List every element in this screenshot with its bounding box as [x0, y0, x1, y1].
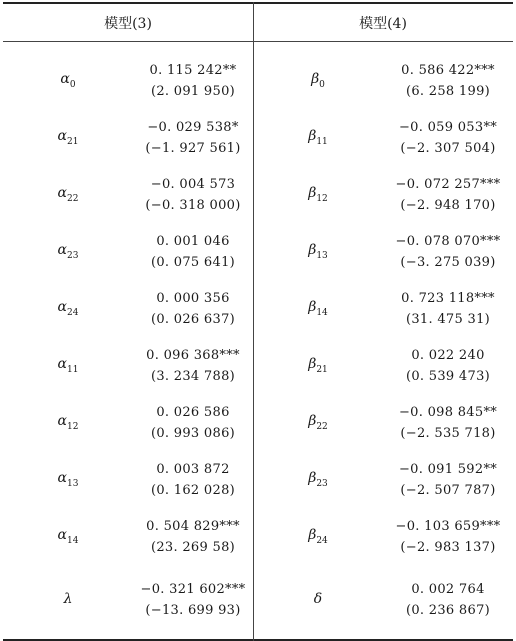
- table-row: [3, 223, 513, 280]
- t-statistic: (3. 234 788): [150, 368, 236, 384]
- t-statistic: (−3. 275 039): [400, 254, 496, 270]
- right-cell-group: [253, 516, 513, 558]
- right-cell-group: [253, 402, 513, 444]
- symbol-subscript: 14: [316, 307, 328, 318]
- t-statistic: (23. 269 58): [150, 539, 236, 555]
- t-statistic: (−13. 699 93): [145, 603, 241, 618]
- coefficient: 0. 096 368***: [146, 347, 240, 363]
- symbol-subscript: 22: [316, 421, 328, 432]
- parameter-symbol: [3, 71, 133, 90]
- symbol-letter: α: [57, 356, 67, 373]
- right-cell-group: [253, 231, 513, 273]
- estimate-cell: [383, 459, 513, 501]
- right-cell-group: [253, 345, 513, 387]
- parameter-symbol: [3, 128, 133, 147]
- parameter-symbol: [253, 356, 383, 375]
- table-row: [3, 337, 513, 394]
- symbol-subscript: 14: [67, 535, 79, 546]
- coefficient: −0. 103 659***: [395, 518, 501, 534]
- symbol-letter: α: [60, 71, 70, 88]
- parameter-symbol: [3, 527, 133, 546]
- symbol-letter: λ: [63, 590, 73, 607]
- coefficient: −0. 004 573: [150, 176, 236, 192]
- coefficient: −0. 091 592**: [398, 461, 498, 477]
- symbol-subscript: 21: [67, 136, 79, 147]
- coefficient: −0. 098 845**: [398, 404, 498, 420]
- header-model-3: 模型(3): [104, 15, 152, 32]
- t-statistic: (−2. 948 170): [400, 197, 496, 213]
- coefficient: −0. 029 538*: [147, 119, 239, 135]
- coefficient: −0. 321 602***: [140, 582, 246, 597]
- left-cell-group: [3, 288, 253, 330]
- parameter-symbol: [3, 299, 133, 318]
- estimate-cell: [133, 231, 253, 273]
- estimate-cell: [133, 402, 253, 444]
- coefficient: 0. 586 422***: [401, 62, 495, 78]
- t-statistic: (0. 236 867): [405, 603, 491, 618]
- symbol-subscript: 13: [67, 478, 79, 489]
- symbol-subscript: 11: [316, 136, 328, 147]
- parameter-symbol: [3, 413, 133, 432]
- left-cell-group: [3, 459, 253, 501]
- estimate-cell: [133, 579, 253, 621]
- estimate-cell: [383, 117, 513, 159]
- t-statistic: (0. 539 473): [405, 368, 491, 384]
- coefficient: −0. 059 053**: [398, 119, 498, 135]
- coefficient: −0. 078 070***: [395, 233, 501, 249]
- right-cell-group: [253, 117, 513, 159]
- parameter-symbol: [253, 591, 383, 610]
- column-divider: [253, 2, 254, 641]
- t-statistic: (0. 026 637): [150, 311, 236, 327]
- estimate-cell: [133, 516, 253, 558]
- parameter-symbol: [253, 185, 383, 204]
- symbol-subscript: 24: [67, 307, 79, 318]
- t-statistic: (−2. 507 787): [400, 482, 496, 498]
- symbol-letter: δ: [313, 590, 323, 607]
- coefficient: −0. 072 257***: [395, 176, 501, 192]
- symbol-letter: β: [311, 71, 320, 88]
- coefficient: 0. 022 240: [411, 347, 485, 363]
- parameter-symbol: [253, 299, 383, 318]
- coefficient: 0. 002 764: [411, 582, 485, 597]
- right-cell-group: [253, 174, 513, 216]
- estimate-cell: [133, 345, 253, 387]
- t-statistic: (6. 258 199): [405, 83, 491, 99]
- symbol-letter: α: [57, 242, 67, 259]
- left-cell-group: [3, 345, 253, 387]
- estimate-cell: [133, 60, 253, 102]
- parameter-symbol: [3, 591, 133, 610]
- t-statistic: (31. 475 31): [405, 311, 491, 327]
- parameter-symbol: [253, 470, 383, 489]
- symbol-subscript: 24: [316, 535, 328, 546]
- right-cell-group: [253, 60, 513, 102]
- left-cell-group: [3, 516, 253, 558]
- estimate-cell: [383, 579, 513, 621]
- parameter-symbol: [3, 356, 133, 375]
- header-model-4: 模型(4): [359, 15, 407, 32]
- left-cell-group: [3, 60, 253, 102]
- coefficient: 0. 003 872: [156, 461, 230, 477]
- t-statistic: (0. 993 086): [150, 425, 236, 441]
- symbol-subscript: 12: [67, 421, 79, 432]
- symbol-letter: α: [57, 299, 67, 316]
- table-row: [3, 109, 513, 166]
- t-statistic: (−2. 983 137): [400, 539, 496, 555]
- symbol-letter: α: [57, 413, 67, 430]
- symbol-subscript: 22: [67, 193, 79, 204]
- symbol-letter: β: [308, 470, 317, 487]
- coefficient: 0. 504 829***: [146, 518, 240, 534]
- symbol-letter: α: [57, 128, 67, 145]
- parameter-symbol: [253, 413, 383, 432]
- symbol-subscript: 12: [316, 193, 328, 204]
- symbol-letter: β: [308, 413, 317, 430]
- estimate-cell: [383, 516, 513, 558]
- estimate-cell: [383, 402, 513, 444]
- coefficient: 0. 000 356: [156, 290, 230, 306]
- symbol-letter: α: [57, 185, 67, 202]
- parameter-symbol: [253, 242, 383, 261]
- parameter-symbol: [253, 527, 383, 546]
- estimate-cell: [383, 288, 513, 330]
- coefficient: 0. 026 586: [156, 404, 230, 420]
- left-cell-group: [3, 117, 253, 159]
- table-body: [3, 42, 513, 639]
- table-row: [3, 451, 513, 508]
- table-row: [3, 565, 513, 635]
- left-cell-group: [3, 174, 253, 216]
- estimate-cell: [383, 231, 513, 273]
- symbol-letter: β: [308, 242, 317, 259]
- symbol-letter: β: [308, 185, 317, 202]
- t-statistic: (0. 162 028): [150, 482, 236, 498]
- left-cell-group: [3, 231, 253, 273]
- right-cell-group: [253, 459, 513, 501]
- t-statistic: (2. 091 950): [150, 83, 236, 99]
- symbol-subscript: 11: [67, 364, 79, 375]
- estimate-cell: [383, 174, 513, 216]
- symbol-letter: β: [308, 356, 317, 373]
- estimate-cell: [133, 459, 253, 501]
- left-cell-group: [3, 402, 253, 444]
- t-statistic: (0. 075 641): [150, 254, 236, 270]
- symbol-subscript: 0: [319, 79, 325, 90]
- symbol-subscript: 13: [316, 250, 328, 261]
- estimate-cell: [133, 117, 253, 159]
- symbol-letter: β: [308, 128, 317, 145]
- t-statistic: (−1. 927 561): [145, 140, 241, 156]
- t-statistic: (−2. 307 504): [400, 140, 496, 156]
- parameter-symbol: [3, 185, 133, 204]
- table-header: [3, 4, 513, 41]
- symbol-subscript: 23: [67, 250, 79, 261]
- symbol-letter: α: [57, 527, 67, 544]
- estimate-cell: [383, 345, 513, 387]
- estimate-cell: [133, 288, 253, 330]
- results-table: [3, 2, 513, 641]
- parameter-symbol: [3, 470, 133, 489]
- right-cell-group: [253, 579, 513, 621]
- left-cell-group: [3, 579, 253, 621]
- symbol-letter: α: [57, 470, 67, 487]
- table-row: [3, 508, 513, 565]
- estimate-cell: [383, 60, 513, 102]
- t-statistic: (−2. 535 718): [400, 425, 496, 441]
- symbol-subscript: 21: [316, 364, 328, 375]
- table-row: [3, 280, 513, 337]
- coefficient: 0. 723 118***: [401, 290, 495, 306]
- table-row: [3, 52, 513, 109]
- coefficient: 0. 001 046: [156, 233, 230, 249]
- estimate-cell: [133, 174, 253, 216]
- symbol-subscript: 0: [69, 79, 76, 90]
- parameter-symbol: [3, 242, 133, 261]
- parameter-symbol: [253, 71, 383, 90]
- coefficient: 0. 115 242**: [149, 62, 237, 78]
- symbol-subscript: 23: [316, 478, 328, 489]
- t-statistic: (−0. 318 000): [145, 197, 241, 213]
- right-cell-group: [253, 288, 513, 330]
- parameter-symbol: [253, 128, 383, 147]
- symbol-letter: β: [308, 527, 317, 544]
- symbol-letter: β: [308, 299, 317, 316]
- table-row: [3, 394, 513, 451]
- table-row: [3, 166, 513, 223]
